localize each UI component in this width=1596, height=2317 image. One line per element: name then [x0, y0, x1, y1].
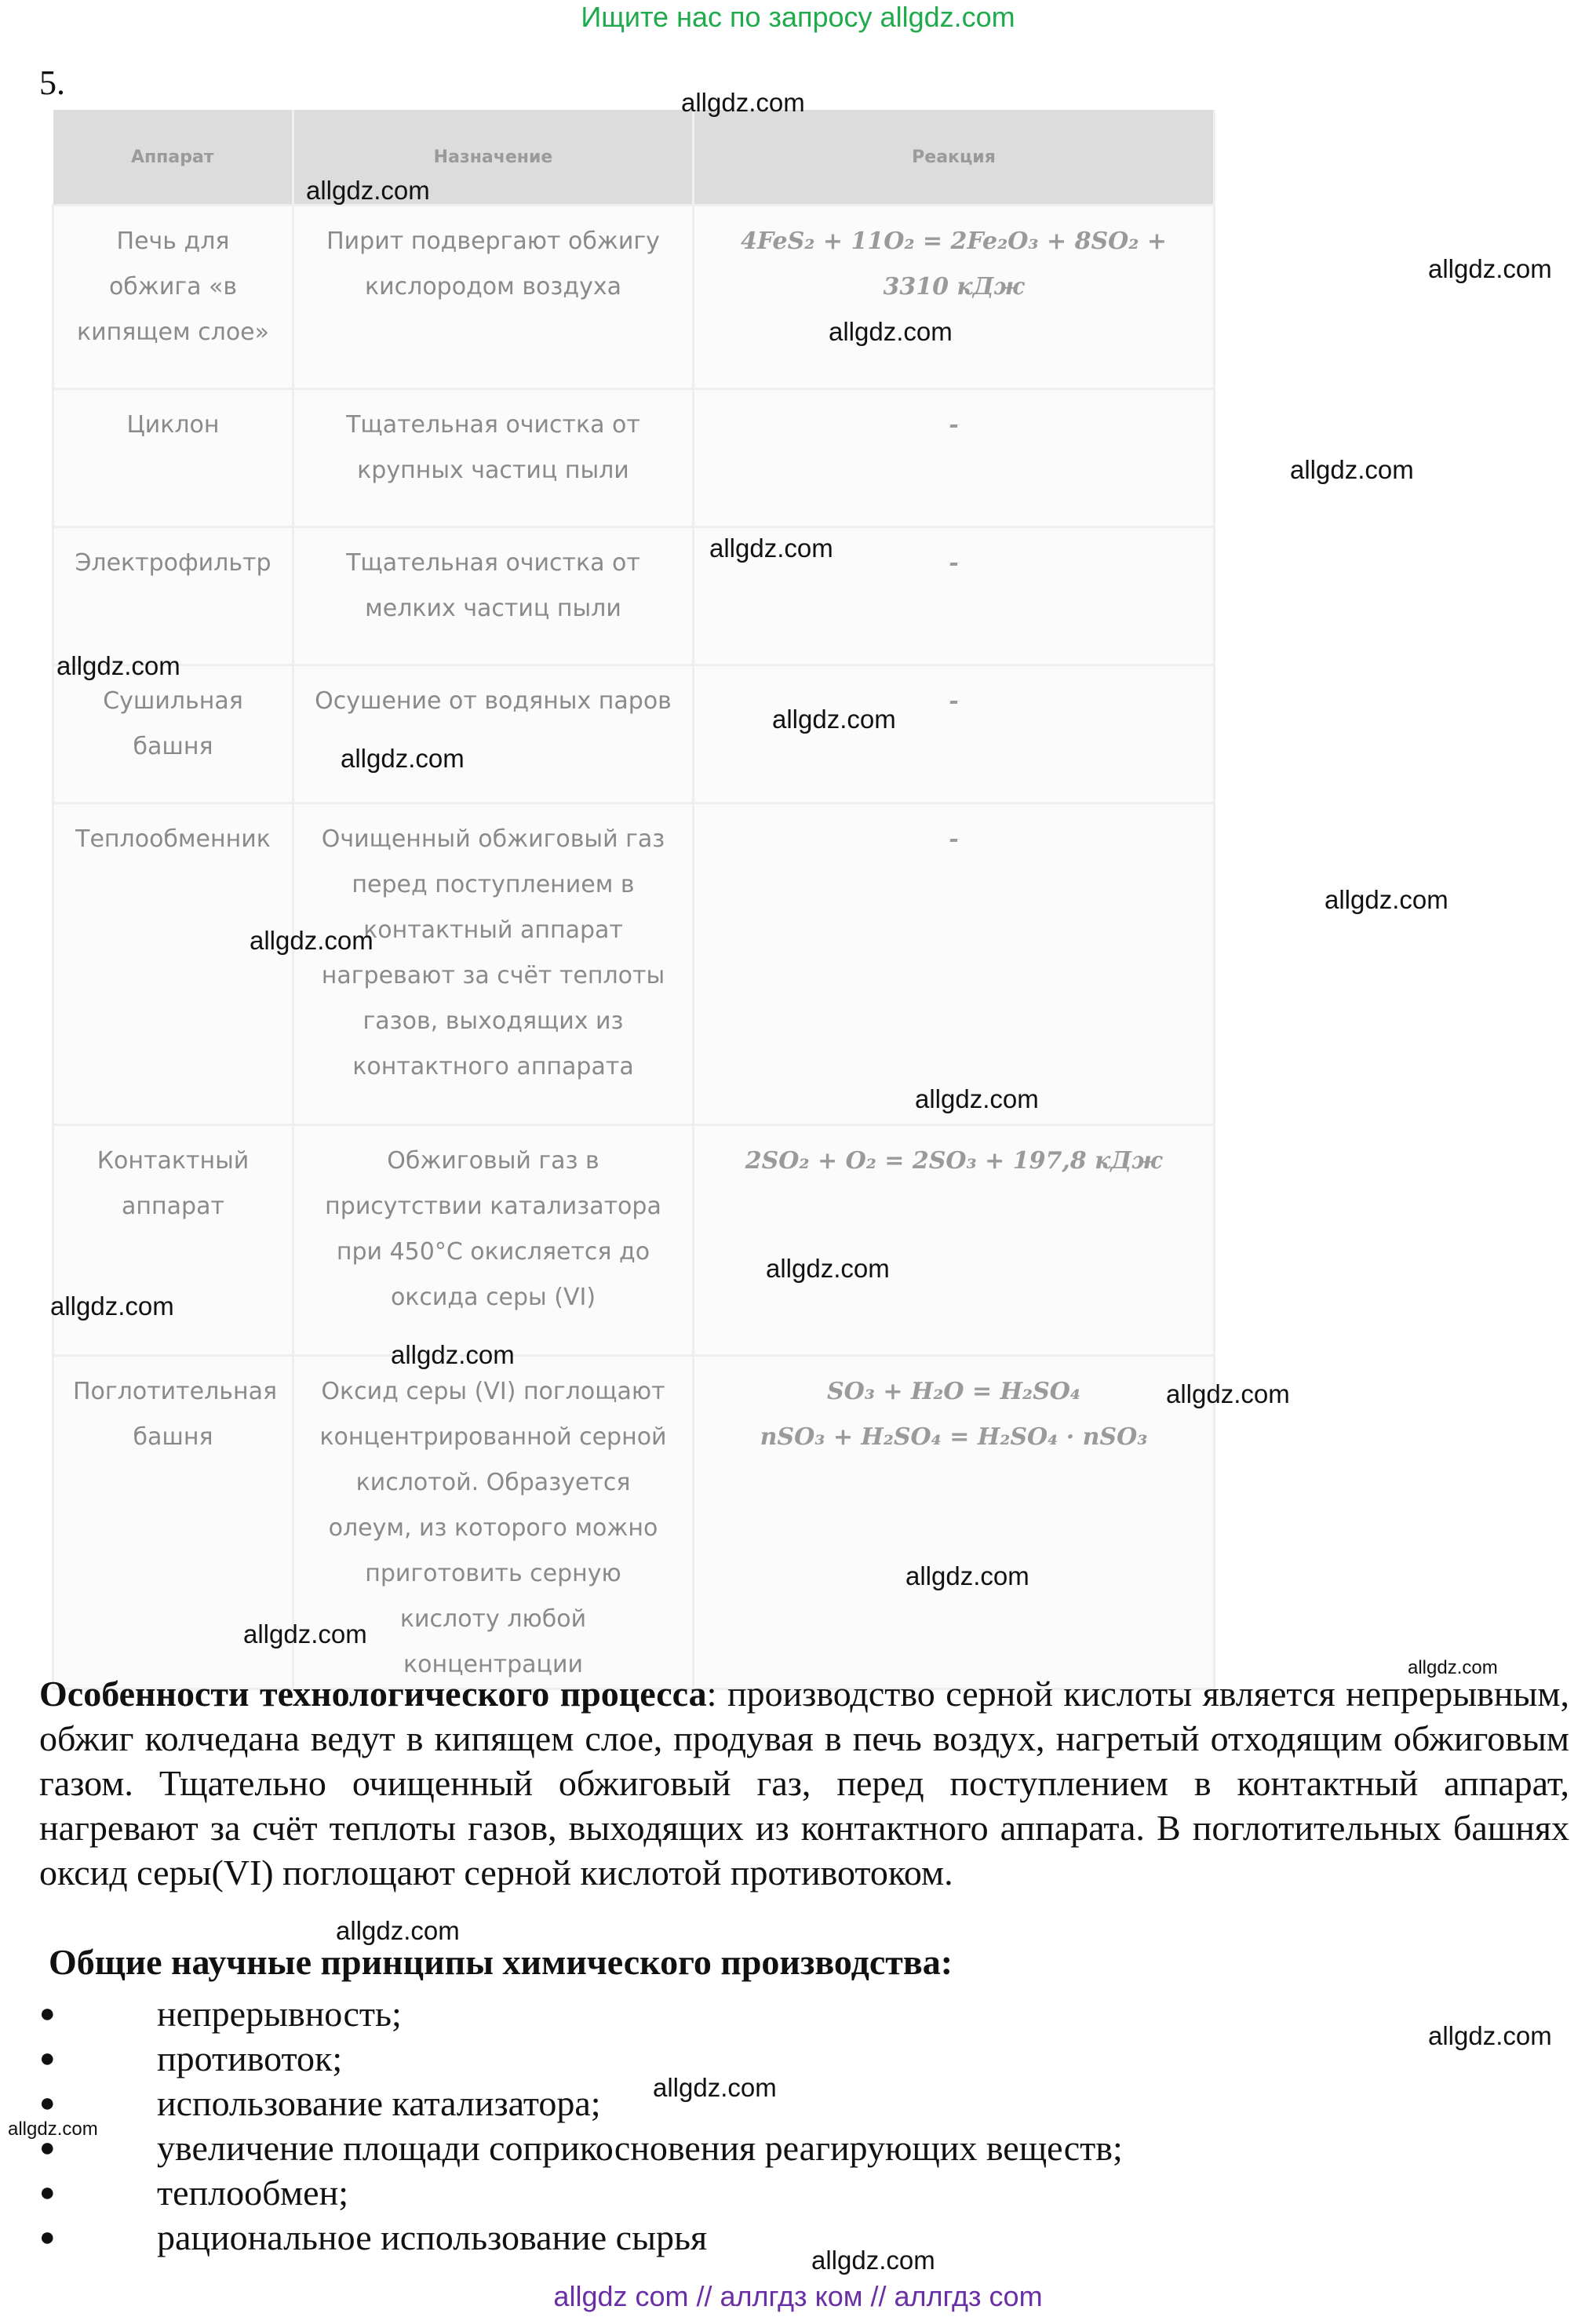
reaction-formula: 4FeS₂ + 11O₂ = 2Fe₂O₃ + 8SO₂ + 3310 кДж: [741, 228, 1167, 301]
principle-text: противоток;: [157, 2038, 343, 2078]
reaction-formula: -: [949, 825, 959, 853]
watermark: allgdz.com: [336, 1916, 460, 1945]
principle-text: рациональное использование сырья: [157, 2217, 708, 2257]
table-row: [53, 527, 1215, 665]
purpose-cell: Пирит подвергают обжигу кислородом воздуха: [293, 206, 694, 389]
watermark: allgdz.com: [1325, 885, 1448, 914]
reaction-cell: [694, 389, 1215, 527]
table-row: [53, 1125, 1215, 1356]
watermark: allgdz.com: [709, 534, 833, 563]
purpose-cell: Оксид серы (VI) поглощают концентрированной серной кислотой. Образуется олеум, из которого можно приготовить серную кислоту любой концентрации: [293, 1356, 694, 1689]
principles-list: [0, 1991, 1123, 2260]
watermark: allgdz.com: [56, 651, 180, 680]
list-item: [0, 2126, 1123, 2170]
bullet-icon: ●: [39, 2089, 56, 2118]
list-item: [0, 2036, 1123, 2081]
apparatus-cell: Печь для обжига «в кипящем слое»: [53, 206, 293, 389]
list-item: [0, 1991, 1123, 2036]
purpose-cell: Тщательная очистка от крупных частиц пыли: [293, 389, 694, 527]
apparatus-cell: Теплообменник: [53, 803, 293, 1125]
watermark: allgdz.com: [250, 926, 373, 955]
watermark: allgdz.com: [681, 88, 805, 117]
footer-links[interactable]: allgdz com // аллгдз ком // аллгдз com: [553, 2280, 1043, 2312]
bullet-icon: ●: [39, 2223, 56, 2252]
watermark: allgdz.com: [1428, 2021, 1552, 2050]
purpose-cell: Тщательная очистка от мелких частиц пыли: [293, 527, 694, 665]
reaction-formula: SO₃ + H₂O = H₂SO₄: [826, 1378, 1081, 1405]
table-row: [53, 389, 1215, 527]
bullet-icon: ●: [39, 2178, 56, 2207]
table-row: [53, 803, 1215, 1125]
principle-text: увеличение площади соприкосновения реагирующих веществ;: [157, 2128, 1123, 2168]
watermark: allgdz.com: [306, 176, 430, 205]
watermark: allgdz.com: [905, 1561, 1029, 1590]
reaction-formula: -: [949, 411, 959, 439]
watermark: allgdz.com: [772, 705, 896, 734]
apparatus-cell: Сушильная башня: [53, 665, 293, 803]
process-table: [52, 110, 1215, 1690]
bullet-icon: ●: [39, 2044, 56, 2073]
watermark: allgdz.com: [8, 2118, 98, 2140]
list-item: [0, 2081, 1123, 2126]
apparatus-cell: Циклон: [53, 389, 293, 527]
bullet-icon: ●: [39, 2133, 56, 2162]
table-header-row: [53, 110, 1215, 206]
watermark: allgdz.com: [243, 1619, 367, 1648]
process-features-title: Особенности технологического процесса: [39, 1674, 707, 1714]
reaction-formula: -: [949, 549, 959, 577]
header-purpose: Назначение: [293, 110, 694, 206]
reaction-cell: [694, 206, 1215, 389]
reaction-formula: -: [949, 687, 959, 715]
reaction-formula: 2SO₂ + O₂ = 2SO₃ + 197,8 кДж: [745, 1147, 1163, 1175]
header-apparatus: Аппарат: [53, 110, 293, 206]
apparatus-cell: Поглотительная башня: [53, 1356, 293, 1689]
process-features-text: : производство серной кислоты является непрерывным, обжиг колчедана ведут в кипящем слое, продувая в печь воздух, нагретый отходящим обжиговым газом. Тщательно очищенный обжиговый газ, перед поступлением в контактный аппарат, нагревают за счёт теплоты газов, выходящих из контактного аппарата. В поглотительных башнях оксид серы(VI) поглощают серной кислотой противотоком.: [39, 1674, 1569, 1893]
watermark: allgdz.com: [915, 1084, 1039, 1113]
purpose-cell: Очищенный обжиговый газ перед поступлением в контактный аппарат нагревают за счёт теплоты газов, выходящих из контактного аппарата: [293, 803, 694, 1125]
bullet-icon: ●: [39, 1999, 56, 2028]
watermark: allgdz.com: [1290, 455, 1414, 484]
watermark: allgdz.com: [829, 317, 953, 346]
reaction-cell: [694, 1125, 1215, 1356]
table-row: [53, 1356, 1215, 1689]
table-row: [53, 206, 1215, 389]
principles-title: Общие научные принципы химического производства:: [49, 1942, 953, 1982]
reaction-cell: [694, 1356, 1215, 1689]
header-reaction: Реакция: [694, 110, 1215, 206]
table-row: [53, 665, 1215, 803]
task-number: 5.: [39, 64, 65, 102]
apparatus-cell: Контактный аппарат: [53, 1125, 293, 1356]
principle-text: использование катализатора;: [157, 2083, 601, 2123]
watermark: allgdz.com: [1166, 1379, 1290, 1408]
purpose-cell: Обжиговый газ в присутствии катализатора при 450°C окисляется до оксида серы (VI): [293, 1125, 694, 1356]
watermark: allgdz.com: [811, 2246, 935, 2275]
watermark: allgdz.com: [50, 1291, 174, 1321]
watermark: allgdz.com: [391, 1340, 515, 1369]
principle-text: непрерывность;: [157, 1994, 402, 2034]
watermark: allgdz.com: [766, 1254, 890, 1283]
list-item: [0, 2170, 1123, 2215]
principle-text: теплообмен;: [157, 2173, 348, 2213]
watermark: allgdz.com: [1428, 254, 1552, 283]
watermark: allgdz.com: [1408, 1657, 1498, 1678]
reaction-formula: nSO₃ + H₂SO₄ = H₂SO₄ · nSO₃: [760, 1423, 1148, 1451]
watermark: allgdz.com: [653, 2073, 777, 2102]
apparatus-cell: Электрофильтр: [53, 527, 293, 665]
list-item: [0, 2215, 1123, 2260]
watermark: allgdz.com: [341, 744, 465, 773]
reaction-cell: [694, 803, 1215, 1125]
purpose-cell: Осушение от водяных паров: [293, 665, 694, 803]
top-banner[interactable]: Ищите нас по запросу allgdz.com: [581, 1, 1015, 33]
process-features-paragraph: [39, 1671, 1569, 1895]
